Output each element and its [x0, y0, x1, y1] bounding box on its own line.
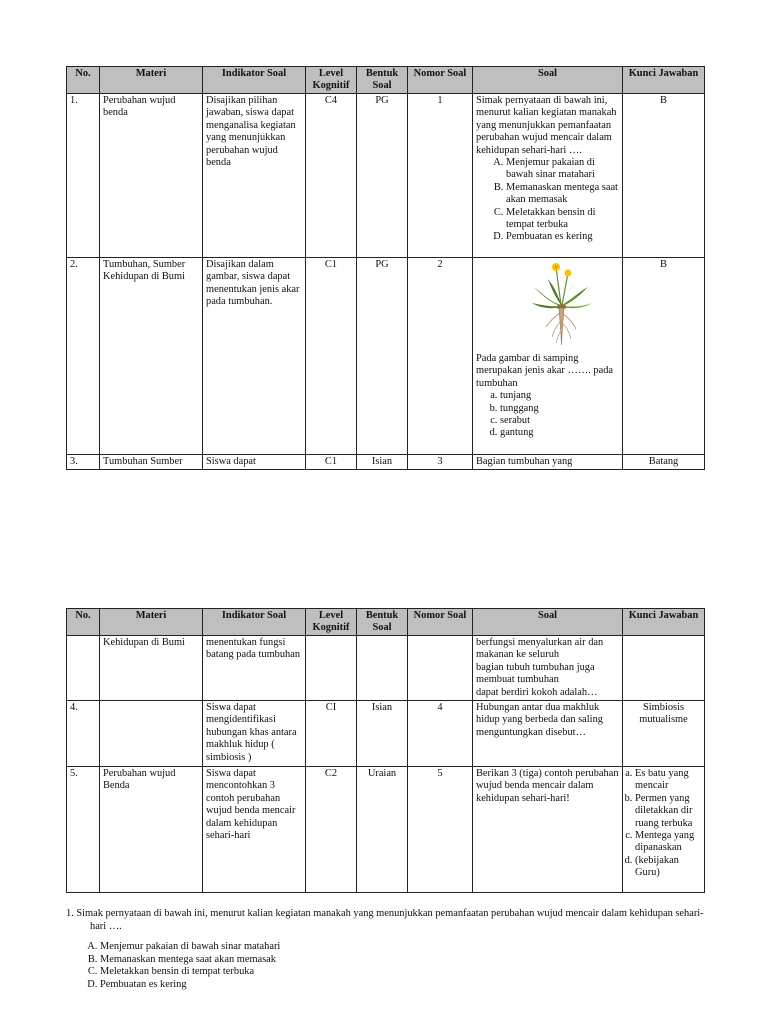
question-text: Pada gambar di samping merupakan jenis akar ……. pada tumbuhan	[476, 353, 614, 389]
cell-indikator: Siswa dapat mengidentifikasi hubungan khas antara makhluk hidup ( simbiosis )	[203, 701, 306, 767]
answer-key-item: c. Mentega yang dipanaskan	[635, 830, 701, 855]
option-b: b. tunggang	[500, 403, 619, 415]
answer-key-list	[624, 768, 701, 880]
cell-materi	[100, 701, 203, 767]
header-level: Level Kognitif	[306, 67, 357, 94]
cell-bentuk	[357, 636, 408, 701]
question-text: Simak pernyataan di bawah ini, menurut kalian kegiatan manakah yang menunjukkan pemanfaatan perubahan wujud mencair dalam kehidupan sehari-hari ….	[476, 95, 617, 156]
header-indikator: Indikator Soal	[203, 67, 306, 94]
cell-kunci: Batang	[623, 455, 705, 470]
answer-key-item: a. Es batu yang mencair	[635, 768, 701, 793]
cell-materi: Tumbuhan Sumber	[100, 455, 203, 470]
cell-nomor: 2	[408, 258, 473, 455]
cell-soal	[473, 94, 623, 258]
cell-bentuk: Isian	[357, 701, 408, 767]
table-row	[67, 636, 705, 701]
option-c: C. Meletakkan bensin di tempat terbuka	[506, 207, 619, 232]
cell-nomor: 1	[408, 94, 473, 258]
cell-soal: Berikan 3 (tiga) contoh perubahan wujud benda mencair dalam kehidupan sehari-hari!	[473, 767, 623, 893]
cell-soal: Hubungan antar dua makhluk hidup yang berbeda dan saling menguntungkan disebut…	[473, 701, 623, 767]
cell-bentuk: Uraian	[357, 767, 408, 893]
question-text: 1. Simak pernyataan di bawah ini, menurut kalian kegiatan manakah yang menunjukkan pemanfaatan perubahan wujud mencair dalam kehidupan sehari-hari ….	[66, 908, 704, 932]
option-c: c. serabut	[500, 415, 619, 427]
cell-kunci: B	[623, 258, 705, 455]
cell-indikator: menentukan fungsi batang pada tumbuhan	[203, 636, 306, 701]
cell-level	[306, 636, 357, 701]
cell-materi: Perubahan wujud Benda	[100, 767, 203, 893]
cell-level: CI	[306, 701, 357, 767]
header-no: No.	[67, 609, 100, 636]
cell-no	[67, 636, 100, 701]
cell-kunci: B	[623, 94, 705, 258]
header-kunci: Kunci Jawaban	[623, 67, 705, 94]
option-d: D. Pembuatan es kering	[506, 231, 619, 243]
cell-kunci	[623, 767, 705, 893]
cell-soal: Bagian tumbuhan yang	[473, 455, 623, 470]
cell-nomor: 4	[408, 701, 473, 767]
question-section	[66, 908, 706, 991]
header-nomor: Nomor Soal	[408, 609, 473, 636]
question-line: bagian tubuh tumbuhan juga membuat tumbuhan	[476, 661, 595, 686]
dandelion-taproot-image	[526, 261, 596, 347]
cell-level: C1	[306, 258, 357, 455]
option-d: d. gantung	[500, 427, 619, 439]
header-kunci: Kunci Jawaban	[623, 609, 705, 636]
cell-soal	[473, 636, 623, 701]
header-materi: Materi	[100, 67, 203, 94]
option-b: B. Memanaskan mentega saat akan memasak	[506, 182, 619, 207]
table-header-row	[67, 609, 705, 636]
table-row	[67, 94, 705, 258]
header-indikator: Indikator Soal	[203, 609, 306, 636]
cell-no: 1.	[67, 94, 100, 258]
option-a: a. tunjang	[500, 390, 619, 402]
cell-bentuk: PG	[357, 94, 408, 258]
answer-options	[476, 157, 619, 244]
cell-indikator: Disajikan dalam gambar, siswa dapat menentukan jenis akar pada tumbuhan.	[203, 258, 306, 455]
cell-nomor: 3	[408, 455, 473, 470]
cell-materi: Perubahan wujud benda	[100, 94, 203, 258]
answer-key-item: b. Permen yang diletakkan dir ruang terbuka	[635, 793, 701, 830]
header-bentuk: Bentuk Soal	[357, 67, 408, 94]
cell-no: 5.	[67, 767, 100, 893]
cell-indikator: Siswa dapat mencontohkan 3 contoh perubahan wujud benda mencair dalam kehidupan sehari-hari	[203, 767, 306, 893]
question-grid-table-2	[66, 608, 705, 893]
header-soal: Soal	[473, 67, 623, 94]
cell-no: 2.	[67, 258, 100, 455]
header-nomor: Nomor Soal	[408, 67, 473, 94]
table-row	[67, 455, 705, 470]
option-a: A. Menjemur pakaian di bawah sinar matahari	[506, 157, 619, 182]
cell-bentuk: PG	[357, 258, 408, 455]
cell-level: C2	[306, 767, 357, 893]
header-no: No.	[67, 67, 100, 94]
table-row	[67, 767, 705, 893]
cell-bentuk: Isian	[357, 455, 408, 470]
header-level: Level Kognitif	[306, 609, 357, 636]
cell-kunci	[623, 636, 705, 701]
cell-indikator: Siswa dapat	[203, 455, 306, 470]
answer-options	[476, 390, 619, 440]
cell-indikator: Disajikan pilihan jawaban, siswa dapat menganalisa kegiatan yang menunjukkan perubahan wujud benda	[203, 94, 306, 258]
cell-soal	[473, 258, 623, 455]
option-b: B. Memanaskan mentega saat akan memasak	[100, 954, 706, 967]
header-bentuk: Bentuk Soal	[357, 609, 408, 636]
cell-nomor	[408, 636, 473, 701]
option-d: D. Pembuatan es kering	[100, 979, 706, 992]
cell-no: 3.	[67, 455, 100, 470]
header-soal: Soal	[473, 609, 623, 636]
cell-no: 4.	[67, 701, 100, 767]
question-line: berfungsi menyalurkan air dan makanan ke seluruh	[476, 637, 604, 661]
answer-key-item: d. (kebijakan Guru)	[635, 855, 701, 880]
option-c: C. Meletakkan bensin di tempat terbuka	[100, 966, 706, 979]
header-materi: Materi	[100, 609, 203, 636]
cell-materi: Tumbuhan, Sumber Kehidupan di Bumi	[100, 258, 203, 455]
question-grid-table-1	[66, 66, 705, 470]
cell-nomor: 5	[408, 767, 473, 893]
table-row	[67, 701, 705, 767]
question-line: dapat berdiri kokoh adalah…	[476, 686, 598, 698]
table-header-row	[67, 67, 705, 94]
option-a: A. Menjemur pakaian di bawah sinar matahari	[100, 941, 706, 954]
answer-options	[66, 941, 706, 991]
cell-level: C1	[306, 455, 357, 470]
cell-level: C4	[306, 94, 357, 258]
cell-materi: Kehidupan di Bumi	[100, 636, 203, 701]
table-row	[67, 258, 705, 455]
cell-kunci: Simbiosis mutualisme	[623, 701, 705, 767]
